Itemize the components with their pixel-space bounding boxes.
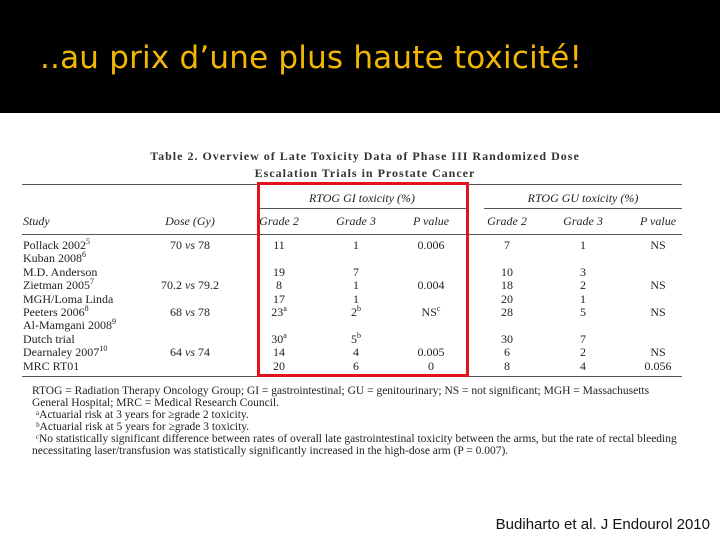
cell-gu-g2 xyxy=(478,266,536,279)
cell-value: 2 xyxy=(580,345,586,360)
cell-gu-g2 xyxy=(478,293,536,306)
table-caption xyxy=(40,148,690,182)
cell-value: NS xyxy=(650,278,666,293)
cell-study xyxy=(23,346,107,359)
table-caption-line-2: Escalation Trials in Prostate Cancer xyxy=(254,166,476,180)
cell-study xyxy=(23,360,79,373)
cell-gu-g3 xyxy=(554,293,612,306)
cell-value: 17 xyxy=(273,291,285,306)
cell-gu-p xyxy=(629,239,687,252)
cell-value: 7 xyxy=(504,238,510,252)
cell-study xyxy=(23,293,113,306)
cell-value: Kuban 2008 xyxy=(23,251,82,266)
cell-gu-g2 xyxy=(478,239,536,252)
cell-gu-g2 xyxy=(478,346,536,359)
footnote-marker: b xyxy=(357,330,361,340)
cell-gu-g2 xyxy=(478,333,536,346)
cell-value: 0.004 xyxy=(417,278,445,293)
col-header-gu-pvalue: P value xyxy=(639,214,677,228)
cell-value: 4 xyxy=(580,358,586,373)
cell-gu-g3 xyxy=(554,266,612,279)
cell-value: 1 xyxy=(353,278,359,293)
cell-value: 18 xyxy=(501,278,513,293)
col-header-gu-grade3: Grade 3 xyxy=(563,214,603,228)
cell-value: 8 xyxy=(504,358,510,373)
cell-value: NS xyxy=(650,345,666,360)
cell-value: 1 xyxy=(580,291,586,306)
cell-dose xyxy=(150,346,230,359)
cell-value: M.D. Anderson xyxy=(23,264,98,279)
cell-dose xyxy=(150,239,230,252)
footnote-line: ᶜNo statistically significant difference between rates of overall late gastrointestinal toxicity between the arms, but the rate of rectal bleeding xyxy=(36,433,677,445)
cell-value: 70.2 vs 79.2 xyxy=(161,278,219,293)
cell-value: 7 xyxy=(353,264,359,279)
slide-title: ..au prix d’une plus haute toxicité! xyxy=(40,40,583,76)
cell-value: 0.006 xyxy=(417,238,445,252)
cell-value: Al-Mamgani 2008 xyxy=(23,318,112,333)
cell-value: 7 xyxy=(580,331,586,346)
cell-value: 2 xyxy=(580,278,586,293)
cell-study xyxy=(23,319,116,332)
cell-gu-g2 xyxy=(478,306,536,319)
cell-gu-g3 xyxy=(554,360,612,373)
gi-highlight-box xyxy=(257,182,469,377)
footnote-line: General Hospital; MRC = Medical Research Council. xyxy=(32,397,279,409)
gu-group-header: RTOG GU toxicity (%) xyxy=(527,191,639,205)
col-header-gi-grade3: Grade 3 xyxy=(336,214,376,228)
cell-value: 8 xyxy=(276,278,282,293)
cell-gu-g2 xyxy=(478,279,536,292)
footnote-marker: 9 xyxy=(112,317,116,327)
footnote-marker: 6 xyxy=(82,250,86,260)
cell-value: Dutch trial xyxy=(23,331,75,346)
cell-dose xyxy=(150,279,230,292)
cell-value: 5 xyxy=(580,305,586,319)
cell-value: 1 xyxy=(580,238,586,252)
cell-value: 70 vs 78 xyxy=(170,238,210,252)
cell-value: 28 xyxy=(501,305,513,319)
cell-value: 30 xyxy=(271,331,284,346)
gi-group-header: RTOG GI toxicity (%) xyxy=(308,191,416,205)
cell-value: 6 xyxy=(504,345,510,360)
cell-value: Pollack 2002 xyxy=(23,238,86,252)
cell-value: 1 xyxy=(353,291,359,306)
footnote-marker: b xyxy=(357,304,361,313)
cell-value: 4 xyxy=(353,345,359,360)
col-header-study: Study xyxy=(23,214,50,228)
cell-gu-p xyxy=(629,360,687,373)
cell-value: 0.005 xyxy=(417,345,445,360)
cell-value: NS xyxy=(421,305,437,319)
cell-value: 30 xyxy=(501,331,513,346)
cell-value: 6 xyxy=(353,358,359,373)
footnote-marker: c xyxy=(436,304,441,313)
cell-value: Peeters 2006 xyxy=(23,305,85,319)
cell-study xyxy=(23,333,75,346)
cell-value: 20 xyxy=(273,358,285,373)
cell-value: 20 xyxy=(501,291,513,306)
cell-study xyxy=(23,266,97,279)
footnote-marker: 5 xyxy=(86,237,90,246)
footnote-line: ᵇActuarial risk at 5 years for ≥grade 3 toxicity. xyxy=(36,421,250,433)
cell-value: 14 xyxy=(273,345,285,360)
footnote-marker: 10 xyxy=(99,344,108,354)
footnote-marker: 7 xyxy=(89,277,94,287)
cell-value: NS xyxy=(650,305,666,319)
table-caption-line-1: Table 2. Overview of Late Toxicity Data of Phase III Randomized Dose xyxy=(150,149,580,163)
col-header-gi-grade2: Grade 2 xyxy=(259,214,299,228)
cell-gu-g3 xyxy=(554,333,612,346)
cell-value: 0 xyxy=(428,358,434,373)
footnote-marker: a xyxy=(283,330,287,340)
cell-gu-g3 xyxy=(554,346,612,359)
cell-value: Zietman 2005 xyxy=(23,278,90,293)
col-header-dose: Dose (Gy) xyxy=(165,214,215,228)
cell-gu-p xyxy=(629,346,687,359)
footnote-marker: a xyxy=(283,304,287,313)
cell-gu-g2 xyxy=(478,360,536,373)
col-header-gu-grade2: Grade 2 xyxy=(487,214,527,228)
cell-value: 10 xyxy=(501,264,513,279)
cell-value: 23 xyxy=(271,305,284,319)
gu-group-rule xyxy=(484,208,682,209)
col-header-gi-pvalue: P value xyxy=(412,214,450,228)
footnote-marker: 8 xyxy=(84,304,89,313)
cell-value: 1 xyxy=(353,238,359,252)
cell-value: 11 xyxy=(273,238,285,252)
cell-gu-p xyxy=(629,279,687,292)
cell-dose xyxy=(150,306,230,319)
cell-value: NS xyxy=(650,238,666,252)
cell-study xyxy=(23,252,86,265)
cell-gu-g3 xyxy=(554,279,612,292)
cell-value: 64 vs 74 xyxy=(170,345,210,360)
cell-value: 68 vs 78 xyxy=(170,305,210,319)
cell-gu-g3 xyxy=(554,306,612,319)
cell-value: MRC RT01 xyxy=(23,358,80,373)
cell-value: 19 xyxy=(273,264,285,279)
cell-value: 2 xyxy=(351,305,357,319)
citation: Budiharto et al. J Endourol 2010 xyxy=(495,516,710,533)
cell-value: 3 xyxy=(580,264,586,279)
cell-value: 0.056 xyxy=(644,358,672,373)
footnote-line: ᵃActuarial risk at 3 years for ≥grade 2 toxicity. xyxy=(36,409,249,421)
cell-value: 5 xyxy=(351,331,357,346)
cell-value: Dearnaley 2007 xyxy=(23,345,100,360)
footnote-line: RTOG = Radiation Therapy Oncology Group; GI = gastrointestinal; GU = genitourinary; NS = not significant; MGH = Massachusetts xyxy=(32,385,650,397)
footnote-line: necessitating laser/transfusion was statistically significantly increased in the high-dose arm (P = 0.007). xyxy=(32,445,509,457)
cell-gu-p xyxy=(629,306,687,319)
cell-value: MGH/Loma Linda xyxy=(23,291,114,306)
cell-gu-g3 xyxy=(554,239,612,252)
cell-study xyxy=(23,279,94,292)
